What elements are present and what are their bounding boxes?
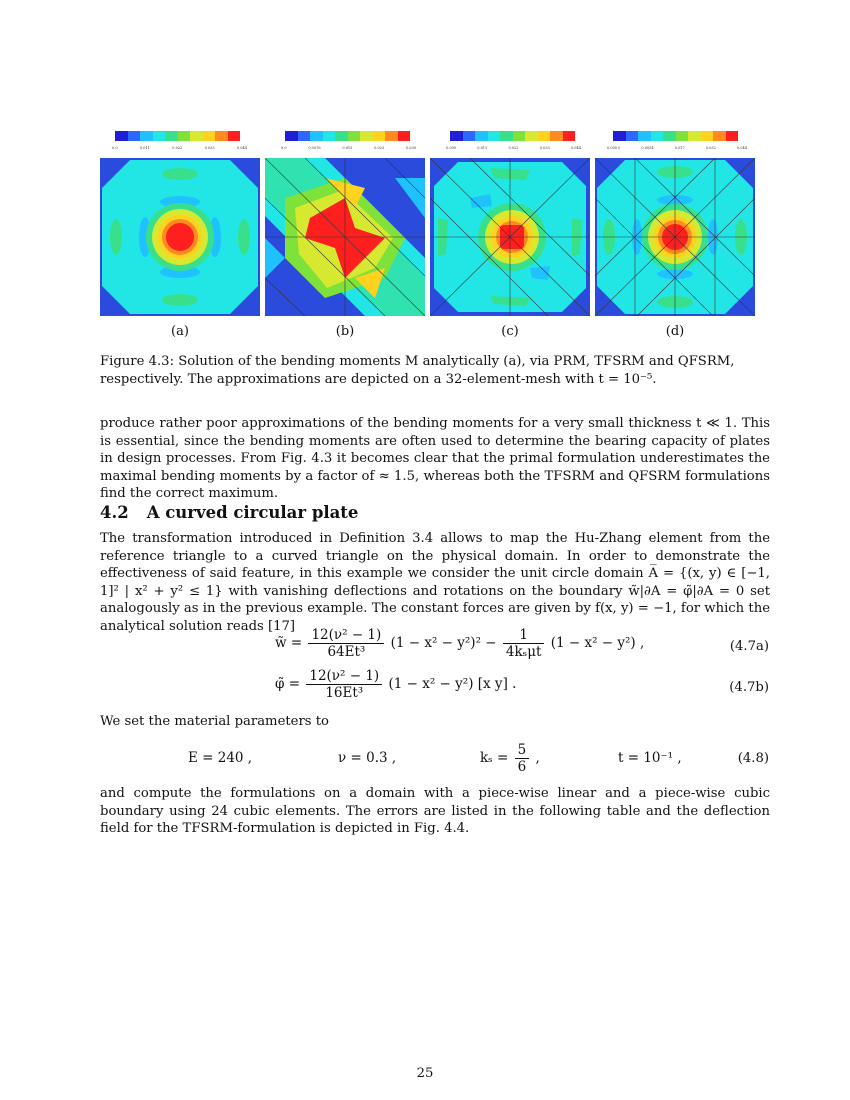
legend-ticks [281,146,416,150]
numerator: 12(ν² − 1) [306,668,382,685]
legend-swatch [310,131,323,141]
denominator: 6 [517,759,527,775]
equation-number: (4.7a) [729,639,769,654]
tick-label: 0.0054 [641,146,654,150]
legend-ticks [607,146,747,150]
legend-swatch [140,131,153,141]
legend-swatch [128,131,141,141]
tick-label: 0.017 [674,146,685,150]
legend-swatch [360,131,373,141]
legend-swatch [450,131,463,141]
eq-term: (1 − x² − y²) [388,676,474,692]
section-title: A curved circular plate [146,503,359,522]
legend-swatch [663,131,676,141]
tick-label: 0.011 [477,146,488,150]
legend-swatch [626,131,639,141]
tick-label: 0.011 [139,146,150,150]
legend-swatch [676,131,689,141]
eq-term: (1 − x² − y²)² − [390,635,497,651]
legend-swatch [398,131,411,141]
section-number: 4.2 [100,503,129,522]
color-legend [115,131,240,141]
legend-swatch [323,131,336,141]
color-legend [613,131,738,141]
legend-swatch [178,131,191,141]
legend-swatch [335,131,348,141]
param-E: E = 240 , [188,750,253,766]
fraction [308,627,384,660]
tick-label: 0.0 [112,146,118,150]
tick-label: 0.033 [204,146,215,150]
equation-4-7a [275,627,644,660]
tick-label: 0.023 [374,146,385,150]
legend-swatch [475,131,488,141]
subfigure-label: (a) [171,324,189,339]
body-paragraph: produce rather poor approximations of the bending moments for a very small thickness t ≪ 1. This is essential, since the bending moments are often used to determine the bearing capacity of plates in design processes. From Fig. 4.3 it becomes clear that the primal formulation underestimates the maximal bending moments by a factor of ≈ 1.5, whereas both the TFSRM and QFSRM formulations find the correct maximum. [100,416,770,502]
legend-swatch [203,131,216,141]
eq-lhs: w̃ = [275,635,303,651]
section-heading [100,503,358,522]
denominator: 64Et³ [327,644,366,660]
body-paragraph: The transformation introduced in Definition 3.4 allows to map the Hu-Zhang element from the reference triangle to a curved triangle on the physical domain. In order to demonstrate the effectiveness of said feature, in this example we consider the unit circle domain A̅ = {(x, y) ∈ [−1, 1]² | x² + y² ≤ 1} with vanishing deflections and rotations on the boundary w̃|∂A = φ̃|∂A = 0 set analogously as in the previous example. The constant forces are given by f(x, y) = −1, for which the analytical solution reads [17] [100,531,770,634]
legend-swatch [563,131,576,141]
figure-c [430,128,592,338]
tick-label: 0.022 [172,146,183,150]
legend-swatch [115,131,128,141]
page-number: 25 [416,1066,434,1081]
fraction [306,668,382,701]
moment-plot-tfsrm [430,158,590,316]
param-nu: ν = 0.3 , [338,750,397,766]
legend-swatch [215,131,228,141]
subfigure-label: (b) [335,324,355,339]
legend-swatch [701,131,714,141]
tick-label: 0.0 [281,146,287,150]
eq-lhs: kₛ = [480,750,509,766]
legend-swatch [713,131,726,141]
numerator: 12(ν² − 1) [308,627,384,644]
tick-label: 0.000 [446,146,457,150]
eq-term: (1 − x² − y²) , [550,635,645,651]
color-legend [450,131,575,141]
legend-swatch [285,131,298,141]
tick-label: 0.022 [508,146,519,150]
denominator: 4kₛμt [505,644,542,660]
eq-vector: [x y] [477,676,508,692]
denominator: 16Et³ [325,685,364,701]
moment-plot-analytical [100,158,260,316]
tick-label: 0.044 [236,146,247,150]
legend-swatch [165,131,178,141]
tick-label: 0.000 0 [607,146,621,150]
figure-b [265,128,427,338]
moment-plot-prm [265,158,425,316]
moment-plot-qfsrm [595,158,755,316]
equation-4-7b [275,668,516,701]
tick-label: 0.044 [736,146,747,150]
fraction [515,742,530,775]
param-ks [480,742,540,775]
eq-term: . [512,676,517,692]
legend-swatch [638,131,651,141]
legend-swatch [228,131,241,141]
fraction [503,627,545,660]
subfigure-label: (d) [665,324,685,339]
tick-label: 0.044 [570,146,581,150]
legend-swatch [463,131,476,141]
legend-swatch [538,131,551,141]
tick-label: 0.030 [405,146,416,150]
tick-label: 0.032 [705,146,716,150]
legend-swatch [500,131,513,141]
legend-swatch [688,131,701,141]
legend-swatch [348,131,361,141]
legend-swatch [153,131,166,141]
legend-swatch [525,131,538,141]
tick-label: 0.0076 [308,146,321,150]
legend-swatch [488,131,501,141]
legend-ticks [446,146,581,150]
legend-swatch [385,131,398,141]
tick-label: 0.033 [539,146,550,150]
tick-label: 0.015 [342,146,353,150]
legend-swatch [726,131,739,141]
legend-swatch [613,131,626,141]
eq-lhs: φ̃ = [275,676,301,692]
legend-swatch [651,131,664,141]
body-paragraph: We set the material parameters to [100,714,329,729]
equation-number: (4.8) [737,751,769,766]
legend-swatch [190,131,203,141]
numerator: 1 [503,627,545,644]
param-t: t = 10⁻¹ , [618,750,682,766]
eq-term: , [535,750,540,766]
body-paragraph: and compute the formulations on a domain with a piece-wise linear and a piece-wise cubic boundary using 24 cubic elements. The errors are listed in the following table and the deflection field for the TFSRM-formulation is depicted in Fig. 4.4. [100,786,770,837]
legend-swatch [373,131,386,141]
color-legend [285,131,410,141]
figure-a [100,128,262,338]
legend-swatch [513,131,526,141]
figure-caption: Figure 4.3: Solution of the bending moments M analytically (a), via PRM, TFSRM and QFSRM, respectively. The approximations are depicted on a 32-element-mesh with t = 10⁻⁵. [100,354,735,387]
legend-ticks [112,146,247,150]
legend-swatch [298,131,311,141]
numerator: 5 [515,742,530,759]
figure-d [595,128,757,338]
legend-swatch [550,131,563,141]
subfigure-label: (c) [501,324,519,339]
equation-number: (4.7b) [729,680,769,695]
